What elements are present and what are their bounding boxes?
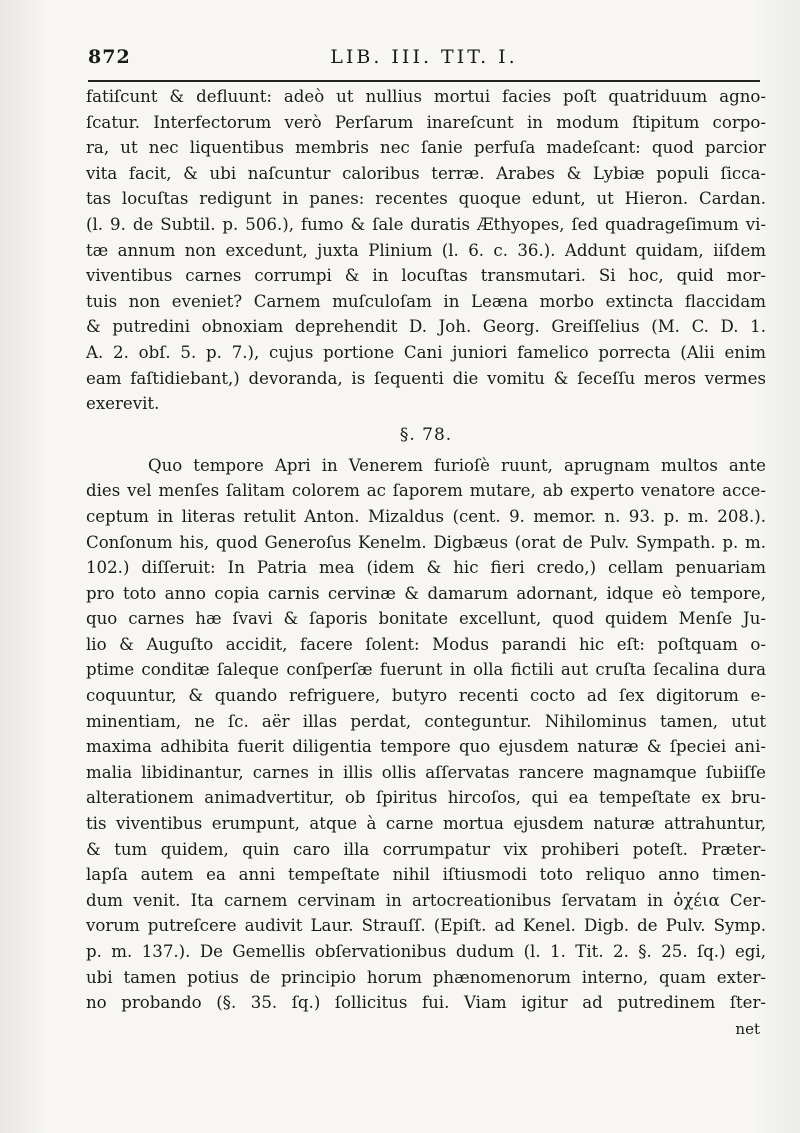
text-line: no probando (§. 35. ſq.) ſollicitus fui. Viam igitur ad putredinem ſter-: [86, 993, 766, 1013]
text-line: ceptum in literas retulit Anton. Mizaldus (cent. 9. memor. n. 93. p. m. 208.).: [86, 506, 766, 526]
text-line: A. 2. obſ. 5. p. 7.), cujus portione Cani juniori famelico porrecta (Alii enim: [86, 342, 766, 362]
section-heading: §. 78.: [399, 424, 453, 445]
text-line: p. m. 137.). De Gemellis obſervationibus dudum (l. 1. Tit. 2. §. 25. ſq.) egi,: [86, 942, 766, 961]
text-line: ra, ut nec liquentibus membris nec ſanie perfuſa madeſcant: quod parcior: [86, 138, 766, 158]
text-line: pro toto anno copia carnis cervinæ & damarum adornant, idque eò tempore,: [86, 583, 766, 603]
text-line: vorum putreſcere audivit Laur. Strauſſ. (Epiſt. ad Kenel. Digb. de Pulv. Symp.: [86, 916, 766, 936]
text-line: viventibus carnes corrumpi & in locuſtas transmutari. Si hoc, quid mor-: [86, 266, 766, 286]
text-line: tuis non eveniet? Carnem muſculoſam in Leæna morbo extincta flaccidam: [86, 291, 766, 311]
text-line: & putredini obnoxiam deprehendit D. Joh. Georg. Greiſſelius (M. C. D. 1.: [86, 317, 766, 337]
page-number: 872: [88, 46, 131, 68]
text-line: eam faſtidiebant,) devoranda, is ſequenti die vomitu & ſeceſſu meros vermes: [86, 368, 766, 388]
body-text: [86, 84, 766, 1016]
catchword: net: [735, 1020, 760, 1038]
text-line: alterationem animadvertitur, ob ſpiritus hircoſos, qui ea tempeſtate ex bru-: [86, 788, 766, 808]
text-line: ptime conditæ ſaleque conſperſæ fuerunt in olla fictili aut cruſta ſecalina dura: [86, 660, 766, 680]
text-line: lapſa autem ea anni tempeſtate nihil iſtiusmodi toto reliquo anno timen-: [86, 865, 766, 885]
text-line: coquuntur, & quando refriguere, butyro recenti cocto ad ſex digitorum e-: [86, 686, 766, 706]
text-line: malia libidinantur, carnes in illis ollis aſſervatas rancere magnamque ſubiiſſe: [86, 762, 766, 782]
text-line: tas locuſtas redigunt in panes: recentes quoque edunt, ut Hieron. Cardan.: [86, 189, 766, 209]
text-line: lio & Auguſto accidit, facere ſolent: Modus parandi hic eſt: poſtquam o-: [86, 634, 766, 654]
text-line: ubi tamen potius de principio horum phænomenorum interno, quam exter-: [86, 967, 766, 987]
text-line: quo carnes hæ ſvavi & ſaporis bonitate excellunt, quod quidem Menſe Ju-: [86, 609, 766, 629]
text-line: vita facit, & ubi naſcuntur caloribus terræ. Arabes & Lybiæ populi ſicca-: [86, 163, 766, 183]
text-line: exerevit.: [86, 394, 160, 414]
text-line: Conſonum his, quod Generoſus Kenelm. Digbæus (orat de Pulv. Sympath. p. m.: [86, 532, 766, 552]
text-line: tæ annum non excedunt, juxta Plinium (l. 6. c. 36.). Addunt quidam, iiſdem: [86, 240, 766, 260]
text-line: maxima adhibita fuerit diligentia tempore quo ejusdem naturæ & ſpeciei ani-: [86, 737, 766, 757]
text-line: fatiſcunt & defluunt: adeò ut nullius mortui facies poſt quatriduum agno-: [86, 87, 766, 106]
text-line: ſcatur. Interfectorum verò Perſarum inareſcunt in modum ſtipitum corpo-: [86, 112, 766, 132]
page-header: [88, 46, 760, 82]
text-line: 102.) diſſeruit: In Patria mea (idem & hic fieri credo,) cellam penuariam: [86, 558, 766, 578]
text-line: (l. 9. de Subtil. p. 506.), fumo & ſale duratis Æthyopes, ſed quadrageſimum vi-: [86, 214, 766, 234]
text-line: minentiam, ne ſc. aër illas perdat, conteguntur. Nihilominus tamen, utut: [86, 711, 766, 731]
running-head: LIB. III. TIT. I.: [330, 46, 518, 68]
text-line: Quo tempore Apri in Venerem furioſè ruunt, aprugnam multos ante: [148, 455, 766, 475]
text-line: dum venit. Ita carnem cervinam in artocreationibus ſervatam in ὀχέια Cer-: [86, 890, 766, 910]
text-line: tis viventibus erumpunt, atque à carne mortua ejusdem naturæ attrahuntur,: [86, 814, 766, 834]
text-line: & tum quidem, quin caro illa corrumpatur vix prohiberi poteſt. Præter-: [86, 839, 766, 859]
text-line: dies vel menſes ſalitam colorem ac ſaporem mutare, ab experto venatore acce-: [86, 481, 766, 501]
